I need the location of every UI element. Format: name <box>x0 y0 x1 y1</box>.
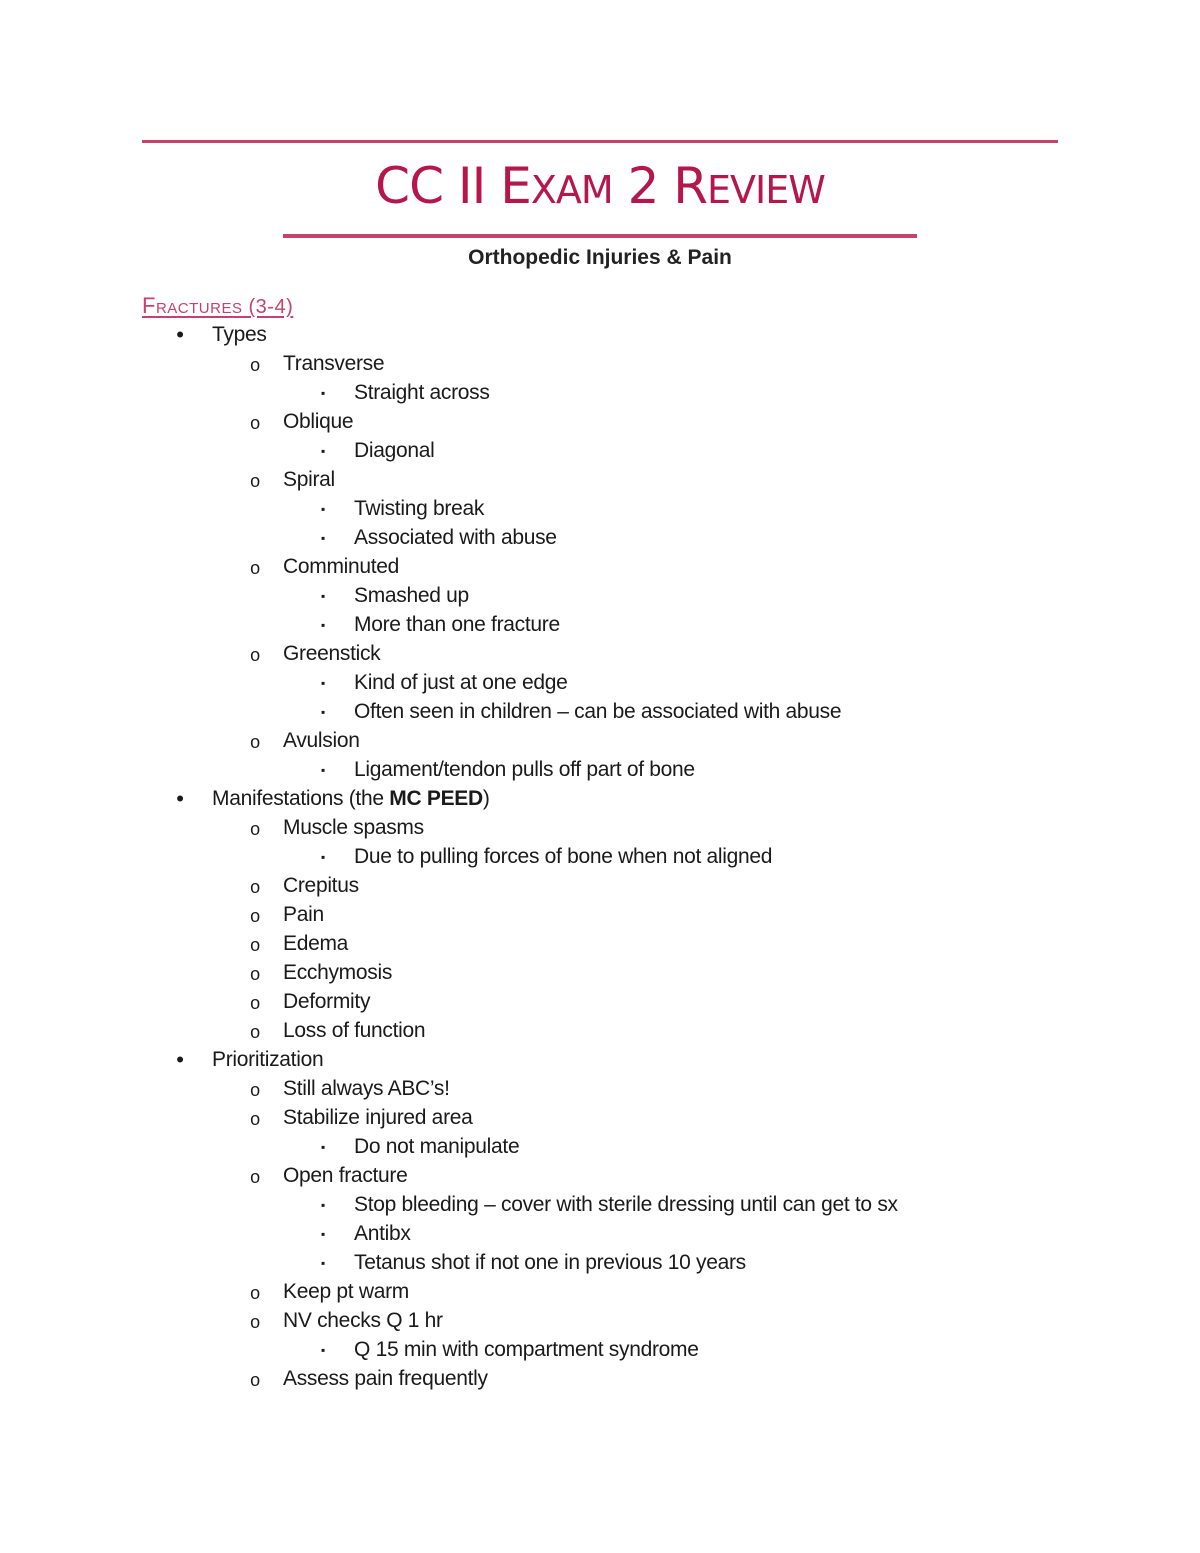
list-item-level-2 <box>250 815 424 841</box>
list-item-text: Still always ABC’s! <box>283 1077 450 1100</box>
title-part-4: EVIEW <box>707 168 825 212</box>
section-heading-rest: RACTURES <box>155 300 243 317</box>
list-item-text: More than one fracture <box>354 613 560 636</box>
list-item-level-3 <box>321 380 490 406</box>
list-item-text: Q 15 min with compartment syndrome <box>354 1338 699 1361</box>
list-item-text: Keep pt warm <box>283 1280 409 1303</box>
list-item-level-2 <box>250 467 335 493</box>
list-item-level-3 <box>321 1250 746 1276</box>
square-bullet-icon: ▪ <box>321 531 325 545</box>
list-item-level-3 <box>321 496 485 522</box>
list-item-bold-text: MC PEED <box>389 787 483 810</box>
circle-bullet-icon: o <box>250 906 260 926</box>
circle-bullet-icon: o <box>250 1312 260 1332</box>
square-bullet-icon: ▪ <box>321 589 325 603</box>
list-item-text: Transverse <box>283 352 385 375</box>
circle-bullet-icon: o <box>250 1022 260 1042</box>
list-item-trailing-text: ) <box>482 787 490 810</box>
list-item-text: Manifestations (the <box>212 787 390 810</box>
bullet-icon: • <box>176 1047 184 1072</box>
list-item-level-2 <box>250 1308 443 1334</box>
list-item-text: Do not manipulate <box>354 1135 520 1158</box>
list-item-level-2 <box>250 1076 450 1102</box>
list-item-text: Tetanus shot if not one in previous 10 years <box>354 1251 746 1274</box>
square-bullet-icon: ▪ <box>321 763 325 777</box>
list-item-level-3 <box>321 1337 699 1363</box>
square-bullet-icon: ▪ <box>321 676 325 690</box>
list-item-level-2 <box>250 902 324 928</box>
list-item-level-1 <box>176 1047 324 1073</box>
list-item-level-3 <box>321 612 560 638</box>
list-item-text: Twisting break <box>354 497 485 520</box>
bullet-icon: • <box>176 322 184 347</box>
section-heading-initial: F <box>142 293 156 318</box>
list-item-text: Comminuted <box>283 555 400 578</box>
list-item-level-2 <box>250 554 400 580</box>
list-item-level-3 <box>321 757 695 783</box>
list-item-text: Straight across <box>354 381 490 404</box>
section-heading-suffix: (3-4) <box>242 296 294 318</box>
list-item-level-2 <box>250 960 393 986</box>
list-item-text: Due to pulling forces of bone when not aligned <box>354 845 773 868</box>
circle-bullet-icon: o <box>250 732 260 752</box>
list-item-text: Ligament/tendon pulls off part of bone <box>354 758 695 781</box>
square-bullet-icon: ▪ <box>321 502 325 516</box>
list-item-level-2 <box>250 1279 409 1305</box>
circle-bullet-icon: o <box>250 645 260 665</box>
square-bullet-icon: ▪ <box>321 1343 325 1357</box>
list-item-text: Types <box>212 323 267 346</box>
list-item-text: Avulsion <box>283 729 360 752</box>
list-item-text: Often seen in children – can be associated with abuse <box>354 700 842 723</box>
document-subtitle: Orthopedic Injuries & Pain <box>468 246 732 269</box>
square-bullet-icon: ▪ <box>321 386 325 400</box>
list-item-level-2 <box>250 989 371 1015</box>
circle-bullet-icon: o <box>250 964 260 984</box>
list-item-level-3 <box>321 1134 520 1160</box>
circle-bullet-icon: o <box>250 1283 260 1303</box>
list-item-text: Deformity <box>283 990 371 1013</box>
section-heading-fractures <box>142 293 293 322</box>
list-item-level-2 <box>250 1105 473 1131</box>
list-item-level-3 <box>321 1192 898 1218</box>
circle-bullet-icon: o <box>250 413 260 433</box>
square-bullet-icon: ▪ <box>321 444 325 458</box>
list-item-text: Edema <box>283 932 349 955</box>
list-item-level-2 <box>250 351 385 377</box>
list-item-level-2 <box>250 1018 426 1044</box>
list-item-level-3 <box>321 670 568 696</box>
list-item-text: Prioritization <box>212 1048 324 1071</box>
list-item-level-3 <box>321 844 773 870</box>
list-item-text: Stop bleeding – cover with sterile dressing until can get to sx <box>354 1193 898 1216</box>
square-bullet-icon: ▪ <box>321 850 325 864</box>
list-item-level-3 <box>321 699 842 725</box>
circle-bullet-icon: o <box>250 1370 260 1390</box>
circle-bullet-icon: o <box>250 877 260 897</box>
circle-bullet-icon: o <box>250 558 260 578</box>
list-item-level-3 <box>321 583 469 609</box>
list-item-text: Smashed up <box>354 584 469 607</box>
list-item-text: Diagonal <box>354 439 435 462</box>
list-item-level-3 <box>321 525 557 551</box>
circle-bullet-icon: o <box>250 1080 260 1100</box>
document-title <box>0 156 1200 220</box>
list-item-text: Pain <box>283 903 324 926</box>
circle-bullet-icon: o <box>250 1167 260 1187</box>
title-part-3: 2 R <box>612 157 708 215</box>
square-bullet-icon: ▪ <box>321 1256 325 1270</box>
list-item-text: Loss of function <box>283 1019 426 1042</box>
list-item-text: Greenstick <box>283 642 381 665</box>
list-item-text: Antibx <box>354 1222 411 1245</box>
list-item-text: Kind of just at one edge <box>354 671 568 694</box>
list-item-text: NV checks Q 1 hr <box>283 1309 443 1332</box>
square-bullet-icon: ▪ <box>321 705 325 719</box>
list-item-text: Assess pain frequently <box>283 1367 488 1390</box>
circle-bullet-icon: o <box>250 993 260 1013</box>
list-item-level-2 <box>250 873 359 899</box>
title-part-2: XAM <box>530 168 613 212</box>
square-bullet-icon: ▪ <box>321 1198 325 1212</box>
square-bullet-icon: ▪ <box>321 1227 325 1241</box>
list-item-text: Associated with abuse <box>354 526 557 549</box>
list-item-level-3 <box>321 438 435 464</box>
list-item-text: Stabilize injured area <box>283 1106 473 1129</box>
square-bullet-icon: ▪ <box>321 1140 325 1154</box>
title-part-1: CC II E <box>375 157 531 215</box>
list-item-text: Crepitus <box>283 874 359 897</box>
title-top-rule <box>142 140 1058 143</box>
list-item-level-3 <box>321 1221 411 1247</box>
list-item-level-2 <box>250 728 360 754</box>
list-item-level-1 <box>176 786 490 812</box>
list-item-text: Spiral <box>283 468 335 491</box>
list-item-text: Open fracture <box>283 1164 408 1187</box>
title-bottom-rule <box>283 234 917 238</box>
list-item-level-2 <box>250 409 354 435</box>
list-item-level-1 <box>176 322 267 348</box>
circle-bullet-icon: o <box>250 355 260 375</box>
list-item-level-2 <box>250 1366 488 1392</box>
circle-bullet-icon: o <box>250 471 260 491</box>
circle-bullet-icon: o <box>250 819 260 839</box>
list-item-level-2 <box>250 931 349 957</box>
list-item-text: Oblique <box>283 410 354 433</box>
list-item-level-2 <box>250 1163 408 1189</box>
list-item-level-2 <box>250 641 381 667</box>
list-item-text: Ecchymosis <box>283 961 393 984</box>
list-item-text: Muscle spasms <box>283 816 424 839</box>
circle-bullet-icon: o <box>250 1109 260 1129</box>
circle-bullet-icon: o <box>250 935 260 955</box>
square-bullet-icon: ▪ <box>321 618 325 632</box>
bullet-icon: • <box>176 786 184 811</box>
